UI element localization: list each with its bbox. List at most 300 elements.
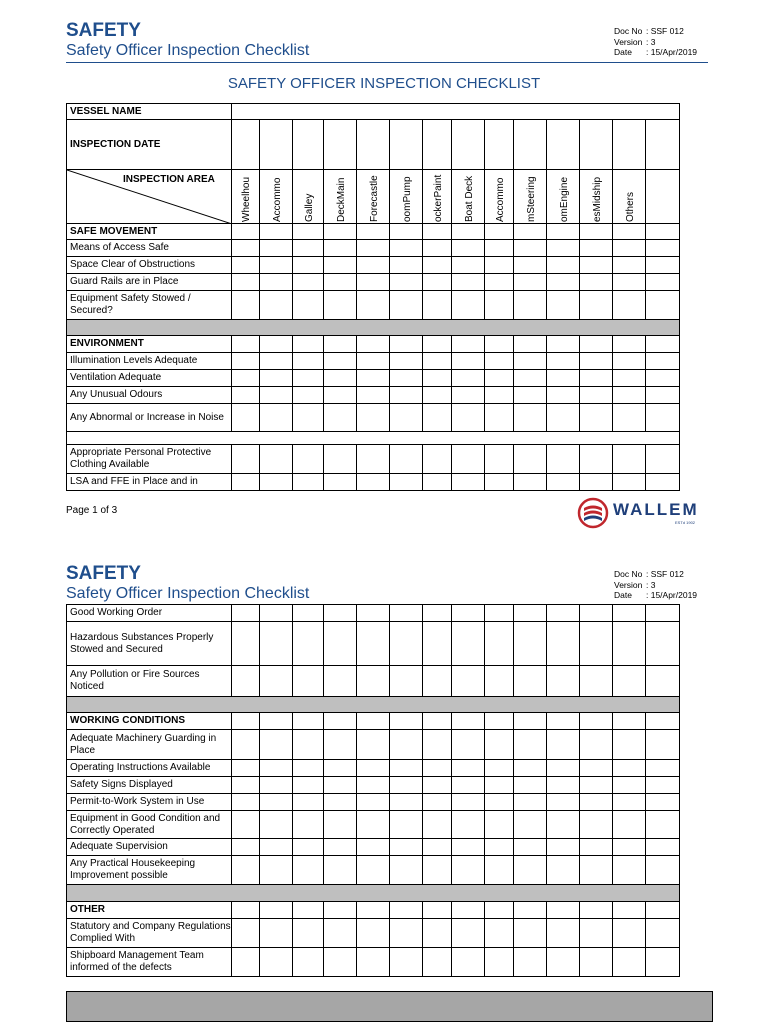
check-cell[interactable] — [580, 257, 613, 274]
check-cell[interactable] — [423, 353, 452, 370]
check-cell[interactable] — [260, 760, 293, 777]
check-cell[interactable] — [357, 120, 390, 170]
check-cell[interactable] — [260, 353, 293, 370]
check-cell[interactable] — [613, 336, 646, 353]
check-cell[interactable] — [260, 387, 293, 404]
check-cell[interactable] — [390, 474, 423, 491]
check-cell[interactable] — [293, 730, 324, 760]
check-cell[interactable] — [293, 760, 324, 777]
check-cell[interactable] — [452, 713, 485, 730]
check-cell[interactable] — [547, 856, 580, 885]
check-cell[interactable] — [260, 120, 293, 170]
check-cell[interactable] — [485, 811, 514, 839]
check-cell[interactable] — [357, 948, 390, 977]
check-cell[interactable] — [646, 902, 680, 919]
check-cell[interactable] — [232, 240, 260, 257]
check-cell[interactable] — [485, 387, 514, 404]
check-cell[interactable] — [452, 240, 485, 257]
check-cell[interactable] — [423, 777, 452, 794]
check-cell[interactable] — [646, 794, 680, 811]
check-cell[interactable] — [452, 370, 485, 387]
check-cell[interactable] — [547, 948, 580, 977]
check-cell[interactable] — [547, 622, 580, 666]
check-cell[interactable] — [293, 274, 324, 291]
check-cell[interactable] — [514, 948, 547, 977]
check-cell[interactable] — [293, 811, 324, 839]
check-cell[interactable] — [646, 387, 680, 404]
check-cell[interactable] — [646, 919, 680, 948]
check-cell[interactable] — [423, 730, 452, 760]
check-cell[interactable] — [423, 948, 452, 977]
check-cell[interactable] — [260, 274, 293, 291]
check-cell[interactable] — [514, 274, 547, 291]
check-cell[interactable] — [357, 445, 390, 474]
check-cell[interactable] — [452, 794, 485, 811]
check-cell[interactable] — [260, 713, 293, 730]
check-cell[interactable] — [357, 240, 390, 257]
check-cell[interactable] — [390, 622, 423, 666]
check-cell[interactable] — [423, 713, 452, 730]
check-cell[interactable] — [613, 274, 646, 291]
check-cell[interactable] — [357, 336, 390, 353]
check-cell[interactable] — [357, 605, 390, 622]
check-cell[interactable] — [613, 760, 646, 777]
check-cell[interactable] — [357, 404, 390, 432]
check-cell[interactable] — [260, 474, 293, 491]
check-cell[interactable] — [613, 404, 646, 432]
check-cell[interactable] — [293, 777, 324, 794]
check-cell[interactable] — [357, 387, 390, 404]
check-cell[interactable] — [452, 902, 485, 919]
check-cell[interactable] — [514, 666, 547, 697]
check-cell[interactable] — [485, 794, 514, 811]
check-cell[interactable] — [514, 760, 547, 777]
check-cell[interactable] — [580, 274, 613, 291]
check-cell[interactable] — [232, 760, 260, 777]
check-cell[interactable] — [613, 240, 646, 257]
check-cell[interactable] — [357, 370, 390, 387]
check-cell[interactable] — [514, 445, 547, 474]
check-cell[interactable] — [293, 370, 324, 387]
check-cell[interactable] — [452, 856, 485, 885]
check-cell[interactable] — [646, 839, 680, 856]
check-cell[interactable] — [324, 257, 357, 274]
check-cell[interactable] — [357, 257, 390, 274]
check-cell[interactable] — [485, 474, 514, 491]
check-cell[interactable] — [452, 404, 485, 432]
check-cell[interactable] — [357, 839, 390, 856]
check-cell[interactable] — [423, 336, 452, 353]
check-cell[interactable] — [646, 856, 680, 885]
check-cell[interactable] — [547, 713, 580, 730]
check-cell[interactable] — [547, 760, 580, 777]
check-cell[interactable] — [452, 474, 485, 491]
check-cell[interactable] — [390, 404, 423, 432]
check-cell[interactable] — [485, 605, 514, 622]
check-cell[interactable] — [580, 666, 613, 697]
check-cell[interactable] — [613, 257, 646, 274]
check-cell[interactable] — [547, 919, 580, 948]
check-cell[interactable] — [452, 387, 485, 404]
check-cell[interactable] — [485, 760, 514, 777]
check-cell[interactable] — [357, 919, 390, 948]
check-cell[interactable] — [580, 856, 613, 885]
check-cell[interactable] — [324, 605, 357, 622]
check-cell[interactable] — [547, 730, 580, 760]
check-cell[interactable] — [293, 240, 324, 257]
check-cell[interactable] — [646, 257, 680, 274]
check-cell[interactable] — [452, 605, 485, 622]
check-cell[interactable] — [390, 794, 423, 811]
check-cell[interactable] — [580, 370, 613, 387]
check-cell[interactable] — [514, 224, 547, 240]
check-cell[interactable] — [357, 794, 390, 811]
check-cell[interactable] — [547, 240, 580, 257]
check-cell[interactable] — [452, 948, 485, 977]
check-cell[interactable] — [485, 257, 514, 274]
check-cell[interactable] — [293, 387, 324, 404]
check-cell[interactable] — [423, 120, 452, 170]
check-cell[interactable] — [293, 353, 324, 370]
check-cell[interactable] — [293, 622, 324, 666]
check-cell[interactable] — [547, 353, 580, 370]
check-cell[interactable] — [514, 713, 547, 730]
check-cell[interactable] — [452, 730, 485, 760]
check-cell[interactable] — [613, 291, 646, 320]
check-cell[interactable] — [452, 274, 485, 291]
check-cell[interactable] — [293, 605, 324, 622]
check-cell[interactable] — [646, 120, 680, 170]
check-cell[interactable] — [293, 948, 324, 977]
check-cell[interactable] — [646, 445, 680, 474]
check-cell[interactable] — [514, 353, 547, 370]
check-cell[interactable] — [357, 666, 390, 697]
check-cell[interactable] — [613, 713, 646, 730]
check-cell[interactable] — [260, 240, 293, 257]
check-cell[interactable] — [485, 622, 514, 666]
check-cell[interactable] — [580, 404, 613, 432]
check-cell[interactable] — [232, 713, 260, 730]
check-cell[interactable] — [485, 839, 514, 856]
check-cell[interactable] — [260, 839, 293, 856]
check-cell[interactable] — [580, 811, 613, 839]
check-cell[interactable] — [514, 794, 547, 811]
check-cell[interactable] — [547, 224, 580, 240]
check-cell[interactable] — [580, 919, 613, 948]
check-cell[interactable] — [293, 856, 324, 885]
check-cell[interactable] — [646, 336, 680, 353]
check-cell[interactable] — [390, 948, 423, 977]
check-cell[interactable] — [390, 666, 423, 697]
check-cell[interactable] — [232, 404, 260, 432]
check-cell[interactable] — [390, 902, 423, 919]
check-cell[interactable] — [547, 274, 580, 291]
check-cell[interactable] — [452, 120, 485, 170]
check-cell[interactable] — [613, 839, 646, 856]
check-cell[interactable] — [613, 474, 646, 491]
check-cell[interactable] — [646, 730, 680, 760]
check-cell[interactable] — [547, 474, 580, 491]
check-cell[interactable] — [452, 291, 485, 320]
check-cell[interactable] — [646, 240, 680, 257]
check-cell[interactable] — [547, 902, 580, 919]
check-cell[interactable] — [324, 948, 357, 977]
check-cell[interactable] — [324, 240, 357, 257]
check-cell[interactable] — [514, 370, 547, 387]
check-cell[interactable] — [646, 713, 680, 730]
check-cell[interactable] — [646, 274, 680, 291]
check-cell[interactable] — [580, 605, 613, 622]
check-cell[interactable] — [260, 811, 293, 839]
check-cell[interactable] — [390, 839, 423, 856]
check-cell[interactable] — [357, 760, 390, 777]
check-cell[interactable] — [514, 622, 547, 666]
check-cell[interactable] — [357, 353, 390, 370]
check-cell[interactable] — [514, 730, 547, 760]
check-cell[interactable] — [293, 224, 324, 240]
check-cell[interactable] — [580, 777, 613, 794]
check-cell[interactable] — [580, 474, 613, 491]
check-cell[interactable] — [390, 760, 423, 777]
check-cell[interactable] — [613, 666, 646, 697]
check-cell[interactable] — [452, 257, 485, 274]
check-cell[interactable] — [423, 404, 452, 432]
check-cell[interactable] — [514, 777, 547, 794]
check-cell[interactable] — [324, 387, 357, 404]
check-cell[interactable] — [260, 445, 293, 474]
check-cell[interactable] — [324, 291, 357, 320]
check-cell[interactable] — [485, 404, 514, 432]
check-cell[interactable] — [324, 811, 357, 839]
check-cell[interactable] — [452, 760, 485, 777]
check-cell[interactable] — [452, 353, 485, 370]
check-cell[interactable] — [232, 336, 260, 353]
check-cell[interactable] — [357, 902, 390, 919]
check-cell[interactable] — [390, 387, 423, 404]
check-cell[interactable] — [646, 291, 680, 320]
check-cell[interactable] — [324, 730, 357, 760]
check-cell[interactable] — [390, 605, 423, 622]
check-cell[interactable] — [547, 811, 580, 839]
check-cell[interactable] — [357, 713, 390, 730]
check-cell[interactable] — [324, 902, 357, 919]
check-cell[interactable] — [613, 605, 646, 622]
check-cell[interactable] — [324, 120, 357, 170]
check-cell[interactable] — [260, 777, 293, 794]
check-cell[interactable] — [324, 353, 357, 370]
check-cell[interactable] — [324, 336, 357, 353]
check-cell[interactable] — [390, 257, 423, 274]
check-cell[interactable] — [580, 730, 613, 760]
check-cell[interactable] — [232, 474, 260, 491]
check-cell[interactable] — [646, 224, 680, 240]
check-cell[interactable] — [613, 387, 646, 404]
check-cell[interactable] — [580, 948, 613, 977]
check-cell[interactable] — [485, 919, 514, 948]
check-cell[interactable] — [485, 224, 514, 240]
check-cell[interactable] — [260, 605, 293, 622]
check-cell[interactable] — [646, 474, 680, 491]
check-cell[interactable] — [423, 224, 452, 240]
check-cell[interactable] — [547, 794, 580, 811]
check-cell[interactable] — [260, 794, 293, 811]
check-cell[interactable] — [260, 730, 293, 760]
check-cell[interactable] — [390, 445, 423, 474]
check-cell[interactable] — [423, 811, 452, 839]
check-cell[interactable] — [293, 257, 324, 274]
check-cell[interactable] — [514, 404, 547, 432]
check-cell[interactable] — [580, 794, 613, 811]
check-cell[interactable] — [485, 445, 514, 474]
check-cell[interactable] — [293, 120, 324, 170]
check-cell[interactable] — [514, 919, 547, 948]
check-cell[interactable] — [580, 839, 613, 856]
check-cell[interactable] — [547, 605, 580, 622]
check-cell[interactable] — [260, 856, 293, 885]
check-cell[interactable] — [423, 622, 452, 666]
check-cell[interactable] — [232, 730, 260, 760]
check-cell[interactable] — [357, 274, 390, 291]
check-cell[interactable] — [547, 257, 580, 274]
check-cell[interactable] — [232, 794, 260, 811]
check-cell[interactable] — [547, 387, 580, 404]
check-cell[interactable] — [646, 811, 680, 839]
check-cell[interactable] — [232, 622, 260, 666]
check-cell[interactable] — [580, 224, 613, 240]
check-cell[interactable] — [260, 336, 293, 353]
check-cell[interactable] — [232, 856, 260, 885]
check-cell[interactable] — [580, 387, 613, 404]
check-cell[interactable] — [547, 666, 580, 697]
check-cell[interactable] — [423, 387, 452, 404]
check-cell[interactable] — [357, 474, 390, 491]
check-cell[interactable] — [260, 919, 293, 948]
check-cell[interactable] — [357, 730, 390, 760]
check-cell[interactable] — [390, 919, 423, 948]
check-cell[interactable] — [232, 120, 260, 170]
check-cell[interactable] — [390, 713, 423, 730]
check-cell[interactable] — [452, 919, 485, 948]
check-cell[interactable] — [232, 919, 260, 948]
check-cell[interactable] — [232, 224, 260, 240]
check-cell[interactable] — [293, 919, 324, 948]
check-cell[interactable] — [485, 120, 514, 170]
check-cell[interactable] — [423, 902, 452, 919]
check-cell[interactable] — [452, 224, 485, 240]
check-cell[interactable] — [613, 730, 646, 760]
check-cell[interactable] — [646, 404, 680, 432]
check-cell[interactable] — [514, 811, 547, 839]
check-cell[interactable] — [646, 605, 680, 622]
check-cell[interactable] — [485, 353, 514, 370]
check-cell[interactable] — [613, 777, 646, 794]
check-cell[interactable] — [514, 474, 547, 491]
check-cell[interactable] — [423, 760, 452, 777]
check-cell[interactable] — [646, 370, 680, 387]
check-cell[interactable] — [232, 274, 260, 291]
check-cell[interactable] — [580, 353, 613, 370]
check-cell[interactable] — [232, 387, 260, 404]
check-cell[interactable] — [260, 948, 293, 977]
check-cell[interactable] — [580, 120, 613, 170]
check-cell[interactable] — [547, 336, 580, 353]
check-cell[interactable] — [423, 274, 452, 291]
check-cell[interactable] — [232, 353, 260, 370]
check-cell[interactable] — [423, 291, 452, 320]
check-cell[interactable] — [613, 948, 646, 977]
check-cell[interactable] — [324, 856, 357, 885]
check-cell[interactable] — [514, 291, 547, 320]
check-cell[interactable] — [580, 240, 613, 257]
check-cell[interactable] — [324, 370, 357, 387]
check-cell[interactable] — [452, 445, 485, 474]
check-cell[interactable] — [324, 839, 357, 856]
check-cell[interactable] — [293, 474, 324, 491]
check-cell[interactable] — [423, 370, 452, 387]
check-cell[interactable] — [613, 856, 646, 885]
check-cell[interactable] — [423, 919, 452, 948]
check-cell[interactable] — [613, 622, 646, 666]
check-cell[interactable] — [547, 404, 580, 432]
check-cell[interactable] — [232, 370, 260, 387]
check-cell[interactable] — [452, 811, 485, 839]
check-cell[interactable] — [324, 274, 357, 291]
check-cell[interactable] — [514, 856, 547, 885]
check-cell[interactable] — [390, 336, 423, 353]
check-cell[interactable] — [580, 713, 613, 730]
check-cell[interactable] — [423, 257, 452, 274]
check-cell[interactable] — [232, 777, 260, 794]
check-cell[interactable] — [357, 291, 390, 320]
check-cell[interactable] — [324, 445, 357, 474]
check-cell[interactable] — [646, 622, 680, 666]
check-cell[interactable] — [485, 948, 514, 977]
check-cell[interactable] — [260, 291, 293, 320]
check-cell[interactable] — [613, 902, 646, 919]
vessel-name-field[interactable] — [232, 104, 680, 120]
check-cell[interactable] — [613, 919, 646, 948]
check-cell[interactable] — [357, 224, 390, 240]
check-cell[interactable] — [232, 291, 260, 320]
check-cell[interactable] — [485, 777, 514, 794]
check-cell[interactable] — [324, 474, 357, 491]
check-cell[interactable] — [232, 902, 260, 919]
check-cell[interactable] — [423, 445, 452, 474]
check-cell[interactable] — [547, 370, 580, 387]
check-cell[interactable] — [260, 370, 293, 387]
check-cell[interactable] — [580, 902, 613, 919]
check-cell[interactable] — [547, 120, 580, 170]
check-cell[interactable] — [324, 713, 357, 730]
check-cell[interactable] — [580, 760, 613, 777]
check-cell[interactable] — [390, 811, 423, 839]
check-cell[interactable] — [324, 777, 357, 794]
check-cell[interactable] — [390, 291, 423, 320]
check-cell[interactable] — [232, 257, 260, 274]
check-cell[interactable] — [390, 777, 423, 794]
check-cell[interactable] — [390, 730, 423, 760]
check-cell[interactable] — [357, 622, 390, 666]
check-cell[interactable] — [324, 622, 357, 666]
check-cell[interactable] — [390, 224, 423, 240]
check-cell[interactable] — [514, 240, 547, 257]
check-cell[interactable] — [613, 120, 646, 170]
check-cell[interactable] — [260, 404, 293, 432]
check-cell[interactable] — [613, 370, 646, 387]
check-cell[interactable] — [613, 353, 646, 370]
check-cell[interactable] — [452, 839, 485, 856]
check-cell[interactable] — [514, 387, 547, 404]
